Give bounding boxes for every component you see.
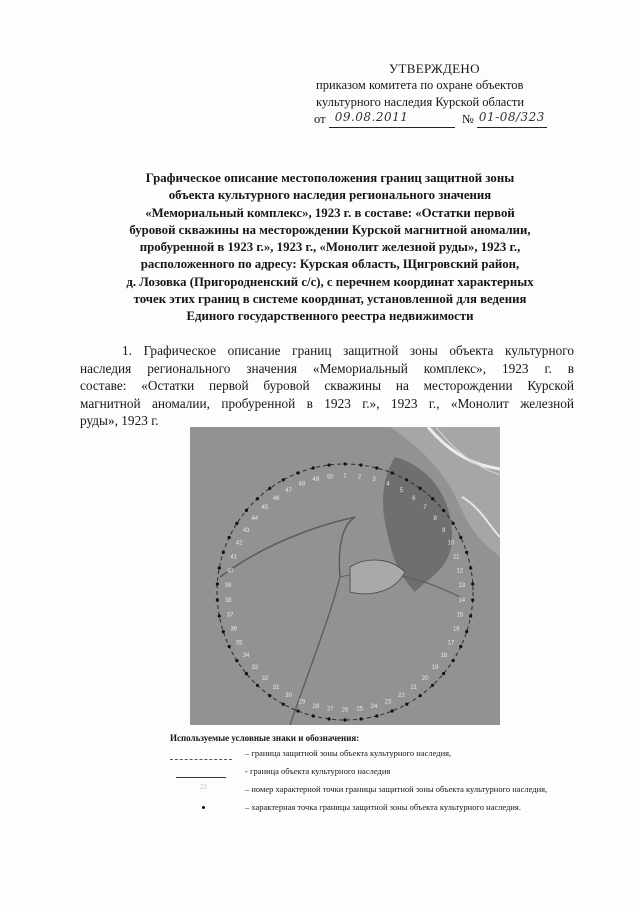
approval-block (300, 60, 600, 131)
characteristic-point-label: 6 (412, 495, 416, 502)
characteristic-point-dot (471, 598, 474, 601)
characteristic-point-label: 24 (370, 703, 378, 710)
characteristic-point-label: 17 (447, 640, 455, 647)
characteristic-point-label: 11 (453, 554, 460, 561)
characteristic-point-dot (419, 487, 422, 490)
characteristic-point-dot (419, 694, 422, 697)
section-1-paragraph (80, 342, 574, 430)
date-prefix: от (314, 112, 326, 126)
characteristic-point-label: 3 (372, 477, 376, 484)
title-line: «Мемориальный комплекс», 1923 г. в составе: «Остатки первой (145, 205, 515, 220)
characteristic-point-label: 14 (458, 597, 466, 604)
legend-text: – характерная точка границы защитной зоны объекта культурного наследия. (245, 802, 521, 812)
characteristic-point-dot (245, 672, 248, 675)
characteristic-point-label: 49 (312, 477, 320, 484)
characteristic-point-dot (327, 717, 330, 720)
characteristic-point-label: 38 (224, 597, 232, 604)
characteristic-point-label: 32 (261, 675, 269, 682)
characteristic-point-label: 30 (285, 693, 292, 699)
legend-title: Используемые условные знаки и обозначения: (170, 733, 360, 743)
characteristic-point-dot (359, 717, 362, 720)
characteristic-point-label: 44 (251, 515, 259, 522)
characteristic-point-dot (296, 471, 299, 474)
characteristic-point-dot (431, 684, 434, 687)
characteristic-point-dot (216, 598, 219, 601)
characteristic-point-dot (469, 614, 472, 617)
legend-item-zone-boundary (170, 747, 550, 765)
paragraph-line: составе: «Остатки первой буровой скважины на месторождении Курской (80, 378, 574, 394)
characteristic-point-dot (452, 522, 455, 525)
characteristic-point-label: 9 (442, 527, 446, 534)
number-field (477, 110, 547, 128)
title-line: пробуренной в 1923 г.», 1923 г., «Монолит железной руды», 1923 г., (139, 240, 521, 255)
characteristic-point-label: 4 (386, 481, 390, 488)
characteristic-point-dot (459, 645, 462, 648)
approval-heading: УТВЕРЖДЕНО (389, 61, 480, 76)
number-prefix: № (461, 112, 474, 126)
characteristic-point-dot (465, 551, 468, 554)
characteristic-point-label: 28 (312, 703, 320, 710)
characteristic-point-label: 46 (272, 495, 280, 502)
characteristic-point-dot (442, 509, 445, 512)
solid-line-symbol-icon (176, 765, 226, 778)
characteristic-point-dot (282, 478, 285, 481)
number-handwritten: 01-08/323 (478, 110, 545, 124)
characteristic-point-dot (312, 714, 315, 717)
characteristic-point-dot (216, 582, 219, 585)
map-legend (170, 733, 550, 819)
characteristic-point-label: 27 (326, 706, 334, 713)
paragraph-line: руды», 1923 г. (80, 413, 159, 429)
characteristic-point-dot (282, 703, 285, 706)
characteristic-point-label: 21 (410, 685, 418, 692)
characteristic-point-dot (245, 509, 248, 512)
characteristic-point-label: 18 (440, 653, 448, 660)
characteristic-point-label: 35 (235, 640, 243, 647)
paragraph-line: магнитной аномалии, пробуренной в 1923 г.», 1923 г., «Монолит железной (80, 395, 574, 411)
characteristic-point-dot (296, 709, 299, 712)
title-line: расположенного по адресу: Курская область, Щигровский район, (140, 257, 520, 272)
title-line: Графическое описание местоположения границ защитной зоны (145, 171, 515, 185)
document-title (80, 170, 580, 326)
title-line: объекта культурного наследия регионального значения (168, 188, 492, 203)
order-line (300, 111, 600, 131)
characteristic-point-label: 10 (447, 540, 455, 547)
characteristic-point-dot (268, 487, 271, 490)
characteristic-point-dot (228, 536, 231, 539)
characteristic-point-dot (391, 709, 394, 712)
characteristic-point-dot (431, 497, 434, 500)
date-field (329, 110, 455, 128)
date-handwritten: 09.08.2011 (334, 110, 409, 124)
characteristic-point-label: 45 (261, 505, 269, 512)
characteristic-point-dot (452, 659, 455, 662)
characteristic-point-dot (375, 466, 378, 469)
characteristic-point-label: 20 (421, 675, 429, 682)
point-dot-symbol-icon (202, 806, 205, 809)
characteristic-point-dot (218, 566, 221, 569)
legend-item-point (170, 801, 550, 819)
characteristic-point-dot (235, 522, 238, 525)
characteristic-point-dot (405, 703, 408, 706)
characteristic-point-dot (218, 614, 221, 617)
characteristic-point-label: 48 (298, 481, 306, 488)
characteristic-point-label: 25 (356, 706, 364, 713)
characteristic-point-label: 29 (298, 699, 306, 706)
characteristic-point-label: 1 (343, 473, 347, 480)
dashed-line-symbol-icon (170, 747, 232, 760)
characteristic-point-dot (405, 478, 408, 481)
characteristic-point-dot (459, 536, 462, 539)
characteristic-point-dot (235, 659, 238, 662)
characteristic-point-label: 23 (384, 699, 392, 706)
characteristic-point-label: 33 (251, 665, 259, 672)
characteristic-point-label: 5 (399, 488, 404, 494)
point-number-symbol-icon: 22 (200, 783, 207, 791)
characteristic-point-label: 39 (224, 583, 232, 590)
characteristic-point-dot (268, 694, 271, 697)
characteristic-point-label: 26 (341, 707, 349, 714)
characteristic-point-label: 22 (398, 693, 405, 699)
characteristic-point-label: 37 (226, 612, 234, 619)
characteristic-point-dot (471, 582, 474, 585)
characteristic-point-label: 8 (433, 515, 437, 522)
characteristic-point-dot (222, 551, 225, 554)
legend-text: – номер характерной точки границы защитной зоны объекта культурного наследия, (245, 784, 548, 794)
characteristic-point-label: 43 (242, 527, 250, 534)
characteristic-point-label: 12 (456, 568, 464, 575)
characteristic-point-label: 41 (230, 554, 238, 561)
characteristic-point-label: 36 (230, 626, 238, 633)
boundary-map-svg (190, 427, 500, 725)
approval-line-1: приказом комитета по охране объектов (316, 78, 524, 92)
paragraph-line: 1. Графическое описание границ защитной зоны объекта культурного (122, 343, 574, 358)
legend-text: - граница объекта культурного наследия (245, 766, 391, 776)
characteristic-point-label: 15 (456, 612, 464, 619)
characteristic-point-label: 40 (226, 568, 234, 575)
title-line: Единого государственного реестра недвижимости (186, 309, 474, 324)
title-line: буровой скважины на месторождении Курской магнитной аномалии, (129, 222, 531, 237)
characteristic-point-dot (469, 566, 472, 569)
characteristic-point-dot (442, 672, 445, 675)
characteristic-point-label: 34 (242, 653, 250, 660)
characteristic-point-label: 13 (458, 583, 466, 590)
characteristic-point-dot (312, 466, 315, 469)
characteristic-point-dot (256, 497, 259, 500)
legend-item-point-number (170, 783, 550, 801)
characteristic-point-dot (327, 463, 330, 466)
approval-line-2: культурного наследия Курской области (316, 95, 525, 109)
characteristic-point-label: 31 (272, 685, 280, 692)
characteristic-point-dot (222, 630, 225, 633)
characteristic-point-dot (391, 471, 394, 474)
characteristic-point-dot (465, 630, 468, 633)
characteristic-point-dot (256, 684, 259, 687)
characteristic-point-dot (343, 718, 346, 721)
characteristic-point-label: 16 (452, 626, 460, 633)
legend-item-object-boundary (170, 765, 550, 783)
characteristic-point-label: 19 (431, 665, 439, 672)
paragraph-line: наследия регионального значения «Мемориальный комплекс», 1923 г. в (80, 360, 574, 376)
characteristic-point-dot (375, 714, 378, 717)
characteristic-point-label: 47 (285, 488, 292, 494)
characteristic-point-dot (359, 463, 362, 466)
characteristic-point-label: 42 (235, 540, 243, 547)
characteristic-point-label: 50 (326, 474, 334, 481)
characteristic-point-label: 7 (423, 505, 427, 512)
legend-text: – граница защитной зоны объекта культурного наследия, (245, 748, 452, 758)
characteristic-point-dot (343, 462, 346, 465)
characteristic-point-label: 2 (358, 474, 362, 481)
boundary-map (190, 427, 500, 725)
title-line: точек этих границ в системе координат, установленной для ведения (133, 292, 527, 307)
characteristic-point-dot (228, 645, 231, 648)
title-line: д. Лозовка (Пригородненский с/с), с перечнем координат характерных (126, 274, 534, 289)
